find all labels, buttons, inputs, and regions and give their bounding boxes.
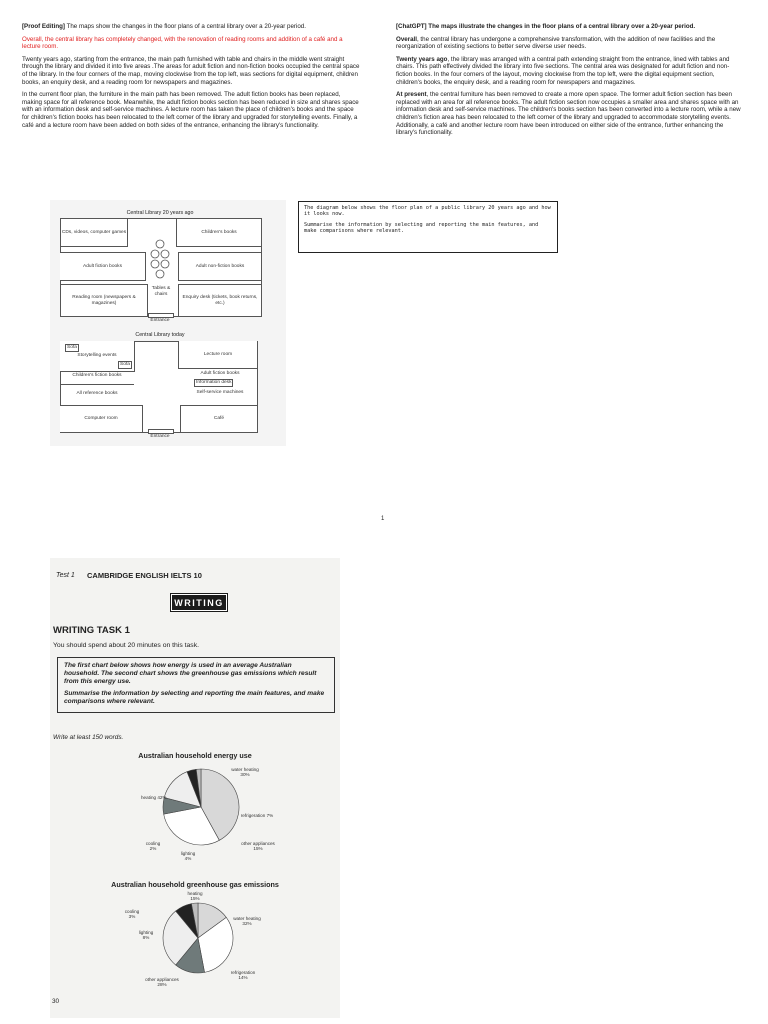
chatgpt-paragraph-2 bbox=[396, 56, 741, 86]
old-childrens-room: Children's books bbox=[176, 218, 262, 247]
old-entrance-label: Entrance bbox=[150, 318, 170, 323]
p2-lead: Twenty years ago bbox=[396, 55, 448, 63]
page-number: 1 bbox=[381, 516, 385, 522]
proof-tag: [Proof Editing] bbox=[22, 23, 65, 30]
pie2-label-other: other appliances 28% bbox=[145, 977, 179, 988]
pie1-label-cooling: cooling 2% bbox=[145, 841, 161, 852]
writing-banner: WRITING bbox=[171, 594, 227, 611]
new-storytelling: Storytelling events bbox=[60, 341, 135, 372]
chatgpt-column bbox=[396, 23, 741, 142]
spend-instruction: You should spend about 20 minutes on this task. bbox=[53, 642, 199, 649]
test-label: Test 1 bbox=[56, 572, 75, 579]
old-reading-room: Reading room (newspapers & magazines) bbox=[60, 284, 148, 317]
new-lecture-room: Lecture room bbox=[178, 341, 257, 369]
chatgpt-heading bbox=[396, 23, 741, 31]
p1-body: , the central library has undergone a comprehensive transformation, with the addition of new facilities and the reorganization of existing sections to better serve diverse user needs. bbox=[396, 35, 716, 51]
emissions-pie bbox=[162, 902, 234, 974]
scan-task-box bbox=[57, 657, 335, 713]
task-line-1: The diagram below shows the floor plan of a public library 20 years ago and how it looks now. bbox=[304, 205, 551, 218]
old-plan-title: Central Library 20 years ago bbox=[126, 210, 194, 216]
scan-box-p2: Summarise the information by selecting and reporting the main features, and make comparisons where relevant. bbox=[64, 690, 325, 705]
chatgpt-paragraph-1 bbox=[396, 36, 741, 51]
new-self-service: Self-service machines bbox=[196, 390, 244, 395]
proof-heading-text: The maps show the changes in the floor plans of a central library over a 20-year period. bbox=[64, 23, 306, 30]
tables-label: Tables & chairs bbox=[151, 286, 171, 297]
new-divider-left bbox=[60, 384, 134, 385]
pie1-label-heating: heating 42% bbox=[141, 795, 167, 800]
scan-box-p1: The first chart below shows how energy is used in an average Australian household. The second chart shows the greenhouse gas emissions which result from this energy use. bbox=[64, 662, 317, 685]
energy-use-pie bbox=[162, 768, 240, 846]
task-line-2: Summarise the information by selecting and reporting the main features, and make comparisons where relevant. bbox=[304, 221, 539, 235]
chart1-title: Australian household energy use bbox=[138, 751, 252, 760]
floor-plans-image bbox=[50, 200, 286, 446]
pie1-label-refrigeration: refrigeration 7% bbox=[240, 813, 274, 818]
pie2-label-water-heating: water heating 32% bbox=[233, 916, 261, 927]
new-adult-fiction: Adult fiction books bbox=[200, 371, 240, 376]
new-computer-room: Computer room bbox=[60, 405, 143, 432]
pie2-label-cooling: cooling 3% bbox=[124, 909, 140, 920]
new-plan-title: Central Library today bbox=[135, 332, 185, 338]
proof-overview: Overall, the central library has completely changed, with the renovation of reading rooms and addition of a café and a lecture room. bbox=[22, 35, 343, 51]
proof-paragraph-1: Twenty years ago, starting from the entrance, the main path furnished with table and chairs in the middle went straight through the library and divided it into five areas .The areas for adult fiction and non-fiction books occupied the central space of the library. In the four corners of the map, moving clockwise from the top left, was sections for digital equipment, children books, an enquiry desk, and a reading room for newspapers and magazines. bbox=[22, 55, 360, 86]
pie1-label-other: other appliances 15% bbox=[241, 841, 275, 852]
new-reference-books: All reference books bbox=[76, 391, 118, 396]
pie1-label-lighting: lighting 4% bbox=[180, 851, 196, 862]
pie2-label-refrigeration: refrigeration 14% bbox=[230, 970, 256, 981]
p2-body: , the library was arranged with a central path extending straight from the entrance, lined with tables and chairs. This path effectively divided the library into five sections. The central area was designated for adult fiction and non-fiction books. In the four corners of the layout, moving clockwise from the top left, were the digital equipment section, children's books, the enquiry desk, and a reading room for newspapers and magazines. bbox=[396, 55, 730, 86]
word-count-instruction: Write at least 150 words. bbox=[53, 734, 124, 741]
task-title: WRITING TASK 1 bbox=[53, 625, 130, 636]
pie2-label-heating: heating 15% bbox=[187, 891, 203, 902]
new-childrens-fiction: Children's fiction books bbox=[72, 373, 122, 378]
sofa-1: Sofa bbox=[67, 345, 77, 350]
p3-lead: At present bbox=[396, 91, 427, 99]
proof-paragraph-2: In the current floor plan, the furniture in the main path has been removed. The adult fiction books has been replaced, making space for all reference book. Meanwhile, the adult fiction books section has been reduced in size and shares space with an information desk and self-service machines. A lecture room has taken the place of children's books and the space for children's fiction books has been relocated to the left corner of the library and upgraded for storytelling events. Finally, a café and a lecture room have been added on both sides of the entrance, enhancing the library's functionality. bbox=[22, 91, 359, 129]
old-adult-fiction: Adult fiction books bbox=[60, 252, 146, 281]
old-cds-room: CDs, videos, computer games bbox=[60, 218, 128, 247]
scan-page-number: 30 bbox=[52, 998, 60, 1005]
proof-editing-column bbox=[22, 23, 362, 134]
sofa-2: Sofa bbox=[120, 362, 130, 367]
old-adult-nonfiction: Adult non-fiction books bbox=[178, 252, 261, 281]
chatgpt-heading-text: [ChatGPT] The maps illustrate the changes in the floor plans of a central library over a 20-year period. bbox=[396, 23, 696, 30]
ielts-scan-page bbox=[50, 558, 340, 1018]
new-cafe: Café bbox=[180, 405, 257, 432]
pie2-label-lighting: lighting 8% bbox=[138, 930, 154, 941]
task-prompt-box bbox=[298, 201, 558, 253]
p1-lead: Overall bbox=[396, 35, 417, 43]
new-info-desk: Information desk bbox=[196, 380, 232, 385]
tables-chairs-icon bbox=[146, 236, 174, 282]
proof-heading bbox=[22, 23, 362, 31]
p3-body: , the central furniture has been removed to create a more open space. The former adult fiction section has been replaced with an area for all reference books. The adult fiction section now occupies a smaller area and shares space with an information desk and self-service machines. The children's books section has been converted into a lecture room, while a new children's fiction area has been relocated to the left corner of the library and upgraded to accommodate storytelling events. Additionally, a café and another lecture room have been introduced on either side of the entrance, further enhancing the library's functionality. bbox=[396, 91, 741, 137]
book-title: CAMBRIDGE ENGLISH IELTS 10 bbox=[87, 571, 202, 580]
new-entrance-label: Entrance bbox=[150, 434, 170, 439]
chart2-title: Australian household greenhouse gas emissions bbox=[111, 880, 279, 889]
chatgpt-paragraph-3 bbox=[396, 91, 741, 137]
old-enquiry-desk: Enquiry desk (tickets, book returns, etc.) bbox=[178, 284, 262, 317]
pie1-label-water-heating: water heating 30% bbox=[231, 767, 259, 778]
